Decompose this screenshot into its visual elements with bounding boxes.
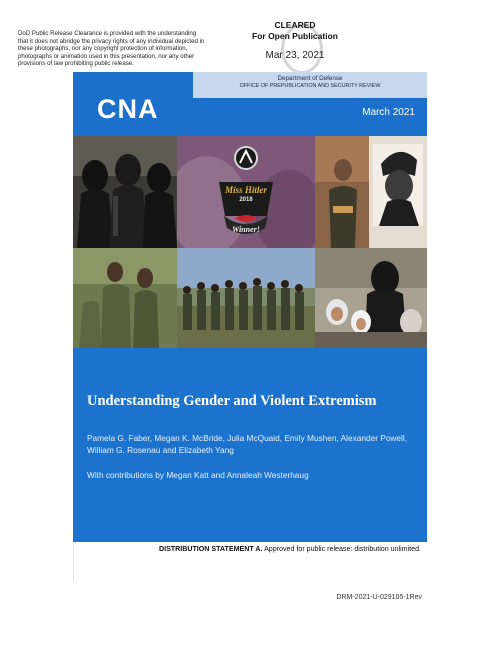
badge-title: Miss Hitler: [225, 185, 267, 195]
distribution-statement: [0, 545, 421, 553]
report-title: Understanding Gender and Violent Extremism: [87, 393, 377, 409]
photo-female-soldiers: [73, 248, 177, 348]
photo-armed-woman: [315, 136, 369, 248]
dod-label: Department of Defense: [277, 75, 343, 82]
distribution-statement-bold: DISTRIBUTION STATEMENT A.: [158, 545, 263, 553]
badge-winner: Winner!: [232, 225, 260, 234]
clearance-stamp: [240, 20, 350, 62]
report-authors: Pamela G. Faber, Megan K. McBride, Julia McQuaid, Emily Mushen, Alexander Powell, William G. Rosenau and Elizabeth Yang: [87, 433, 408, 455]
publication-date: March 2021: [362, 107, 415, 118]
badge-year: 2018: [239, 197, 253, 203]
dod-review-band: [193, 72, 427, 98]
report-contributors: With contributions by Megan Katt and Annaleah Westerhaug: [87, 470, 309, 480]
photo-portrait-poster: [369, 136, 427, 248]
photo-protest-crowd: [315, 248, 427, 348]
photo-soldiers-line: [177, 248, 315, 348]
report-cover: [73, 72, 427, 542]
photo-pageant-badge: [177, 136, 315, 248]
open-publication-label: For Open Publication: [252, 31, 338, 41]
distribution-statement-text: Approved for public release: distribution unlimited.: [262, 545, 421, 553]
clearance-date: Mar 23, 2021: [265, 50, 325, 61]
release-clearance-notice: DoD Public Release Clearance is provided with the understanding that it does not abridge the privacy rights of any individual depicted in these photographs, nor any copyright protection of information, photographs or animation used in this presentation, nor any other provisions of law prohibiting public release.: [18, 30, 205, 68]
photo-collage: [73, 136, 427, 348]
cleared-label: CLEARED: [274, 20, 316, 30]
document-number: DRM-2021-U-029105-1Rev: [336, 594, 422, 601]
photo-masked-fighters: [73, 136, 177, 248]
cna-logo: CNA: [97, 94, 159, 124]
dod-office-label: OFFICE OF PREPUBLICATION AND SECURITY REVIEW: [239, 83, 381, 89]
